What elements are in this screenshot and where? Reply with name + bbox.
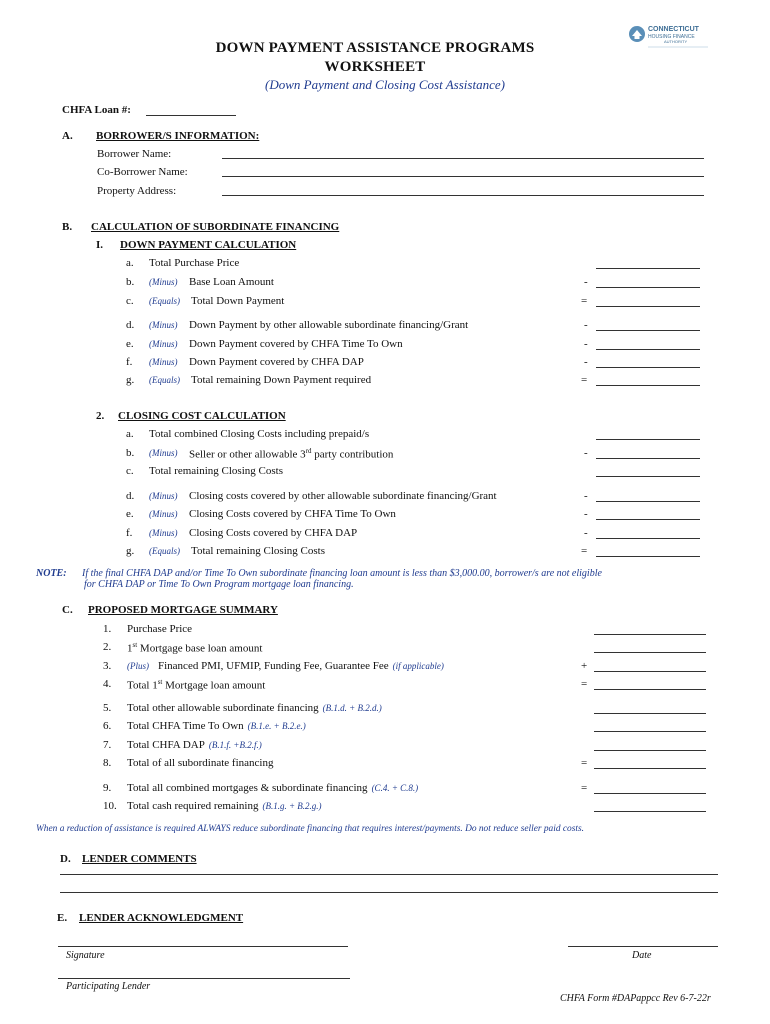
down-payment-row-amount-field[interactable] [596, 268, 700, 269]
closing-cost-row-letter: e. [126, 508, 134, 520]
section-b-letter: B. [62, 221, 73, 233]
down-payment-row-operator: - [584, 356, 588, 368]
chfa-logo [628, 22, 712, 52]
closing-cost-row-amount-field[interactable] [596, 556, 700, 557]
summary-row-prefix: (Plus) [127, 661, 149, 671]
down-payment-row-text: Down Payment covered by CHFA DAP [189, 356, 364, 368]
summary-row-amount-field[interactable] [594, 634, 706, 635]
summary-row-amount-field[interactable] [594, 652, 706, 653]
note-line2: for CHFA DAP or Time To Own Program mortgage loan financing. [84, 579, 354, 590]
down-payment-row-text: Total remaining Down Payment required [191, 374, 372, 386]
down-payment-row-letter: f. [126, 356, 133, 368]
closing-cost-row-prefix: (Minus) [149, 528, 178, 538]
closing-cost-row-prefix: (Minus) [149, 491, 178, 501]
logo-line2: HOUSING FINANCE [648, 34, 695, 40]
section-e-letter: E. [57, 912, 68, 924]
summary-row-text: Total CHFA DAP (B.1.f. +B.2.f.) [127, 739, 262, 751]
signature-label: Signature [66, 950, 105, 961]
property-address-field[interactable] [222, 195, 704, 196]
closing-cost-row-amount-field[interactable] [596, 519, 700, 520]
property-address-label: Property Address: [97, 185, 177, 197]
section-a-heading: BORROWER/S INFORMATION: [96, 130, 260, 142]
down-payment-row-prefix: (Minus) [149, 277, 178, 287]
summary-row-number: 1. [103, 623, 112, 635]
coborrower-name-label: Co-Borrower Name: [97, 166, 188, 178]
down-payment-row-operator: - [584, 338, 588, 350]
summary-row-reference: (if applicable) [392, 661, 444, 671]
down-payment-row-operator: - [584, 319, 588, 331]
down-payment-row-letter: a. [126, 257, 134, 269]
summary-row-amount-field[interactable] [594, 671, 706, 672]
closing-cost-row-text: Total remaining Closing Costs [149, 465, 283, 477]
summary-row-number: 5. [103, 702, 112, 714]
sub1-num: I. [96, 239, 104, 251]
down-payment-row-letter: b. [126, 276, 135, 288]
closing-cost-row-letter: a. [126, 428, 134, 440]
chfa-loan-label: CHFA Loan #: [62, 104, 131, 116]
summary-row-text: Total 1st Mortgage loan amount [127, 678, 266, 692]
section-e-heading: LENDER ACKNOWLEDGMENT [79, 912, 244, 924]
summary-row-text: Total of all subordinate financing [127, 757, 274, 769]
closing-cost-row-text: Closing Costs covered by CHFA Time To Own [189, 508, 396, 520]
summary-row-text: Financed PMI, UFMIP, Funding Fee, Guarantee Fee (if applicable) [158, 660, 444, 672]
closing-cost-row-text: Total combined Closing Costs including prepaid/s [149, 428, 370, 440]
summary-row-number: 10. [103, 800, 117, 812]
down-payment-row-prefix: (Minus) [149, 357, 178, 367]
down-payment-row-letter: d. [126, 319, 135, 331]
summary-row-amount-field[interactable] [594, 689, 706, 690]
section-d-letter: D. [60, 853, 71, 865]
summary-row-text: 1st Mortgage base loan amount [127, 641, 263, 655]
section-a-letter: A. [62, 130, 73, 142]
down-payment-row-operator: - [584, 276, 588, 288]
participating-lender-line[interactable] [58, 978, 350, 979]
down-payment-row-text: Base Loan Amount [189, 276, 274, 288]
down-payment-row-amount-field[interactable] [596, 385, 700, 386]
summary-row-reference: (B.1.e. + B.2.e.) [247, 721, 306, 731]
closing-cost-row-operator: - [584, 508, 588, 520]
summary-row-text: Total CHFA Time To Own (B.1.e. + B.2.e.) [127, 720, 306, 732]
lender-comments-line-1[interactable] [60, 874, 718, 875]
summary-row-amount-field[interactable] [594, 793, 706, 794]
down-payment-row-prefix: (Minus) [149, 320, 178, 330]
down-payment-row-letter: g. [126, 374, 135, 386]
closing-cost-row-text: Closing costs covered by other allowable subordinate financing/Grant [189, 490, 497, 502]
closing-cost-row-prefix: (Minus) [149, 509, 178, 519]
section-c-letter: C. [62, 604, 73, 616]
participating-lender-label: Participating Lender [66, 981, 151, 992]
closing-cost-row-letter: b. [126, 447, 135, 459]
summary-row-number: 9. [103, 782, 112, 794]
down-payment-row-operator: = [581, 374, 588, 386]
down-payment-row-prefix: (Equals) [149, 296, 180, 306]
summary-row-text: Total all combined mortgages & subordinate financing (C.4. + C.8.) [127, 782, 419, 794]
summary-row-number: 4. [103, 678, 112, 690]
summary-row-operator: = [581, 782, 588, 794]
down-payment-row-prefix: (Minus) [149, 339, 178, 349]
closing-cost-row-prefix: (Minus) [149, 448, 178, 458]
summary-row-operator: = [581, 678, 588, 690]
summary-row-operator: + [581, 660, 588, 672]
date-line[interactable] [568, 946, 718, 947]
signature-line[interactable] [58, 946, 348, 947]
borrower-name-label: Borrower Name: [97, 148, 172, 160]
section-d-heading: LENDER COMMENTS [82, 853, 197, 865]
down-payment-row-amount-field[interactable] [596, 349, 700, 350]
note-label: NOTE: [36, 568, 67, 579]
note-line1: If the final CHFA DAP and/or Time To Own subordinate financing loan amount is less than $3,000.00, borrower/s are not eligible [82, 568, 602, 579]
sub2-num: 2. [96, 410, 105, 422]
down-payment-row-operator: = [581, 295, 588, 307]
closing-cost-row-text: Total remaining Closing Costs [191, 545, 325, 557]
reduction-note: When a reduction of assistance is required ALWAYS reduce subordinate financing that requires interest/payments. Do not reduce seller paid costs. [36, 824, 584, 834]
summary-row-number: 6. [103, 720, 112, 732]
summary-row-text: Total cash required remaining (B.1.g. + B.2.g.) [127, 800, 322, 812]
down-payment-row-text: Down Payment covered by CHFA Time To Own [189, 338, 403, 350]
closing-cost-row-amount-field[interactable] [596, 538, 700, 539]
closing-cost-row-operator: - [584, 447, 588, 459]
closing-cost-row-text: Closing Costs covered by CHFA DAP [189, 527, 358, 539]
section-c-heading: PROPOSED MORTGAGE SUMMARY [88, 604, 278, 616]
closing-cost-row-letter: c. [126, 465, 134, 477]
down-payment-row-letter: e. [126, 338, 134, 350]
summary-row-reference: (C.4. + C.8.) [371, 783, 419, 793]
down-payment-row-prefix: (Equals) [149, 375, 180, 385]
down-payment-row-amount-field[interactable] [596, 367, 700, 368]
down-payment-row-text: Total Down Payment [191, 295, 285, 307]
borrower-name-field[interactable] [222, 158, 704, 159]
lender-comments-line-2[interactable] [60, 892, 718, 893]
summary-row-amount-field[interactable] [594, 811, 706, 812]
coborrower-name-field[interactable] [222, 176, 704, 177]
form-footer: CHFA Form #DAPappcc Rev 6-7-22r [560, 993, 711, 1004]
sub2-heading: CLOSING COST CALCULATION [118, 410, 286, 422]
section-b-heading: CALCULATION OF SUBORDINATE FINANCING [91, 221, 340, 233]
summary-row-number: 2. [103, 641, 112, 653]
chfa-loan-field[interactable] [146, 115, 236, 116]
down-payment-row-text: Total Purchase Price [149, 257, 240, 269]
closing-cost-row-prefix: (Equals) [149, 546, 180, 556]
page-title [195, 40, 555, 76]
summary-row-amount-field[interactable] [594, 713, 706, 714]
sub1-heading: DOWN PAYMENT CALCULATION [120, 239, 297, 251]
logo-line1: CONNECTICUT [648, 26, 699, 33]
summary-row-amount-field[interactable] [594, 768, 706, 769]
summary-row-reference: (B.1.f. +B.2.f.) [208, 740, 262, 750]
summary-row-operator: = [581, 757, 588, 769]
closing-cost-row-operator: - [584, 527, 588, 539]
closing-cost-row-letter: d. [126, 490, 135, 502]
summary-row-amount-field[interactable] [594, 731, 706, 732]
closing-cost-row-text: Seller or other allowable 3rd party contribution [189, 447, 394, 461]
closing-cost-row-amount-field[interactable] [596, 458, 700, 459]
summary-row-number: 7. [103, 739, 112, 751]
down-payment-row-amount-field[interactable] [596, 306, 700, 307]
summary-row-text: Purchase Price [127, 623, 193, 635]
down-payment-row-letter: c. [126, 295, 134, 307]
down-payment-row-text: Down Payment by other allowable subordinate financing/Grant [189, 319, 469, 331]
closing-cost-row-letter: f. [126, 527, 133, 539]
summary-row-amount-field[interactable] [594, 750, 706, 751]
closing-cost-row-letter: g. [126, 545, 135, 557]
closing-cost-row-operator: = [581, 545, 588, 557]
down-payment-row-amount-field[interactable] [596, 287, 700, 288]
subtitle: (Down Payment and Closing Cost Assistance) [265, 77, 505, 92]
summary-row-number: 8. [103, 757, 112, 769]
summary-row-reference: (B.1.g. + B.2.g.) [262, 801, 322, 811]
down-payment-row-amount-field[interactable] [596, 330, 700, 331]
date-label: Date [632, 950, 652, 961]
summary-row-reference: (B.1.d. + B.2.d.) [322, 703, 382, 713]
summary-row-number: 3. [103, 660, 112, 672]
logo-line3: AUTHORITY [664, 39, 688, 44]
summary-row-text: Total other allowable subordinate financing (B.1.d. + B.2.d.) [127, 702, 382, 714]
closing-cost-row-amount-field[interactable] [596, 501, 700, 502]
closing-cost-row-operator: - [584, 490, 588, 502]
closing-cost-row-amount-field[interactable] [596, 439, 700, 440]
closing-cost-row-amount-field[interactable] [596, 476, 700, 477]
title-line2: WORKSHEET [324, 59, 426, 75]
title-line1: DOWN PAYMENT ASSISTANCE PROGRAMS [215, 40, 535, 56]
